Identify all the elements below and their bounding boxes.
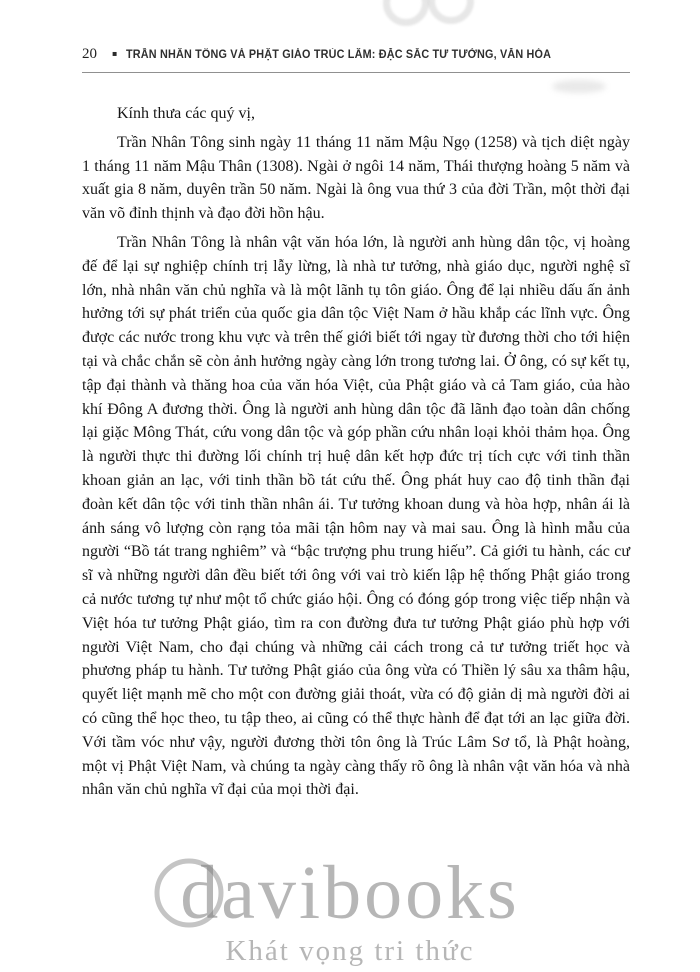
davibooks-logo-icon <box>152 856 226 930</box>
publisher-watermark <box>0 851 700 968</box>
scan-artifact <box>383 0 429 26</box>
square-bullet-icon: ▪ <box>112 49 118 58</box>
paragraph-legacy: Trần Nhân Tông là nhân vật văn hóa lớn, là người anh hùng dân tộc, vị hoàng đế để lại sự nghiệp chính trị lẫy lừng, là nhà tư tưởng, nhà giáo dục, người nghệ sĩ lớn, nhà nhân văn chủ nghĩa và là một lãnh tụ tôn giáo. Ông để lại nhiều dấu ấn ảnh hưởng tới sự phát triển của quốc gia dân tộc Việt Nam ở hầu khắp các lĩnh vực. Ông được các nước trong khu vực và trên thế giới biết tới ngay từ đương thời cho tới hiện tại và chắc chắn sẽ còn ảnh hưởng ngày càng lớn trong tương lai. Ở ông, có sự kết tụ, tập đại thành và thăng hoa của văn hóa Việt, của Phật giáo và cả Tam giáo, của hào khí Đông A đương thời. Ông là người anh hùng dân tộc đã lãnh đạo toàn dân chống lại giặc Mông Thát, cứu vong dân tộc và góp phần cứu nhân loại khỏi thảm họa. Ông là người thực thi đường lối chính trị huệ dân kết hợp đức trị tích cực với tinh thần khoan giản an lạc, với tinh thần bồ tát cứu thế. Ông phát huy cao độ tinh thần đại đoàn kết dân tộc với tinh thần nhân ái. Tư tưởng khoan dung và hòa hợp, nhân ái là ánh sáng vô lượng còn rạng tỏa mãi tận hôm nay và mai sau. Ông là hình mẫu của người “Bồ tát trang nghiêm” và “bậc trượng phu trung hiếu”. Cả giới tu hành, các cư sĩ và những người dân đều biết tới ông với vai trò kiến lập hệ thống Phật giáo trong cả nước tương tự như một tổ chức giáo hội. Ông có đóng góp trong việc tiếp nhận và Việt hóa tư tưởng Phật giáo, tìm ra con đường đưa tư tưởng Phật giáo phù hợp với người Việt Nam, cho đại chúng và những cải cách trong cả tư tưởng triết học và phương pháp tu hành. Tư tưởng Phật giáo của ông vừa có Thiền lý sâu xa thâm hậu, quyết liệt mạnh mẽ cho một con đường giải thoát, vừa có độ giản dị mà người đời ai có cũng thể học theo, tu tập theo, ai cũng có thể thực hành để đạt tới an lạc giữa đời. Với tầm vóc như vậy, người đương thời tôn ông là Trúc Lâm Sơ tổ, là Phật hoàng, một vị Phật Việt Nam, và chúng ta ngày càng thấy rõ ông là nhân vật văn hóa và nhà nhân văn chủ nghĩa vĩ đại của mọi thời đại. <box>82 233 630 799</box>
page-number: 20 <box>82 46 97 62</box>
running-title: TRẦN NHÂN TÔNG VÀ PHẬT GIÁO TRÚC LÂM: ĐẶC SẮC TƯ TƯỞNG, VĂN HÓA <box>126 49 552 61</box>
scan-artifact <box>552 80 606 93</box>
watermark-slogan: Khát vọng tri thức <box>225 935 475 967</box>
paragraph-salutation: Kính thưa các quý vị, <box>117 105 255 122</box>
watermark-brand-row <box>0 851 700 935</box>
page-header <box>82 46 630 73</box>
page-body <box>82 102 630 807</box>
watermark-brand: davibooks <box>180 851 520 935</box>
scan-artifact <box>428 0 474 24</box>
paragraph-biography: Trần Nhân Tông sinh ngày 11 tháng 11 năm Mậu Ngọ (1258) và tịch diệt ngày 1 tháng 11 năm Mậu Thân (1308). Ngài ở ngôi 14 năm, Thái thượng hoàng 5 năm và xuất gia 8 năm, duyên trần 50 năm. Ngài là ông vua thứ 3 của đời Trần, một thời đại văn võ đỉnh thịnh và đạo đời hồn hậu. <box>82 133 630 223</box>
